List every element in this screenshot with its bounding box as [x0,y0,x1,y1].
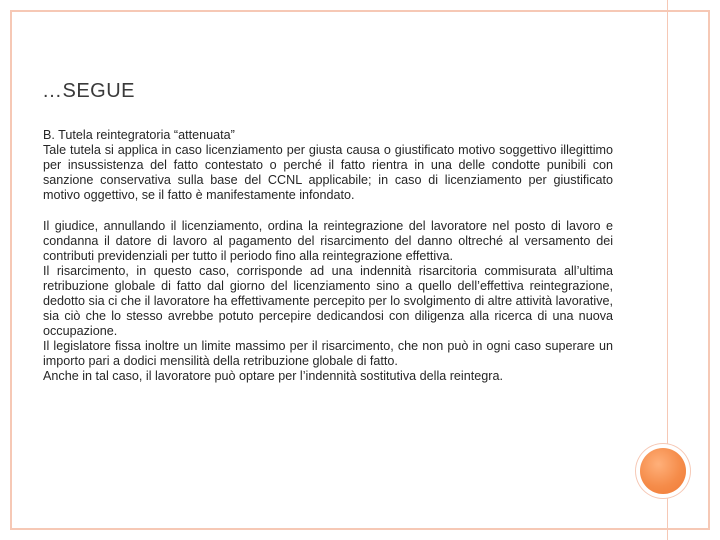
paragraph-reinstatement: Il giudice, annullando il licenziamento, ordina la reintegrazione del lavoratore nel posto di lavoro e condanna il datore di lavoro al pagamento del risarcimento del danno oltreché al versamento dei contributi previdenziali per tutto il periodo fino alla reintegrazione effettiva. [43,219,613,263]
paragraph-limit: Il legislatore fissa inoltre un limite massimo per il risarcimento, che non può in ogni caso superare un importo pari a dodici mensilità della retribuzione globale di fatto. [43,339,613,368]
slide-body [43,128,613,384]
paragraph-option: Anche in tal caso, il lavoratore può optare per l’indennità sostitutiva della reintegra. [43,369,503,383]
decorative-orange-circle [640,448,686,494]
slide-title: …SEGUE [42,80,136,102]
paragraph-compensation: Il risarcimento, in questo caso, corrisponde ad una indennità risarcitoria commisurata all’ultima retribuzione globale di fatto dal giorno del licenziamento sino a quello dell’effettiva reintegrazione, dedotto sia ci che il lavoratore ha effettivamente percepito per lo svolgimento di altre attività lavorative, sia ciò che lo stesso avrebbe potuto percepire dedicandosi con diligenza alla ricerca di una nuova occupazione. [43,264,613,338]
paragraph-scope: Tale tutela si applica in caso licenziamento per giusta causa o giustificato motivo soggettivo illegittimo per insussistenza del fatto contestato o perché il fatto rientra in una delle condotte punibili con sanzione conservativa sulla base del CCNL applicabile; in caso di licenziamento per giustificato motivo oggettivo, se il fatto è manifestamente infondato. [43,143,613,202]
section-heading: B. Tutela reintegratoria “attenuata” [43,128,235,142]
